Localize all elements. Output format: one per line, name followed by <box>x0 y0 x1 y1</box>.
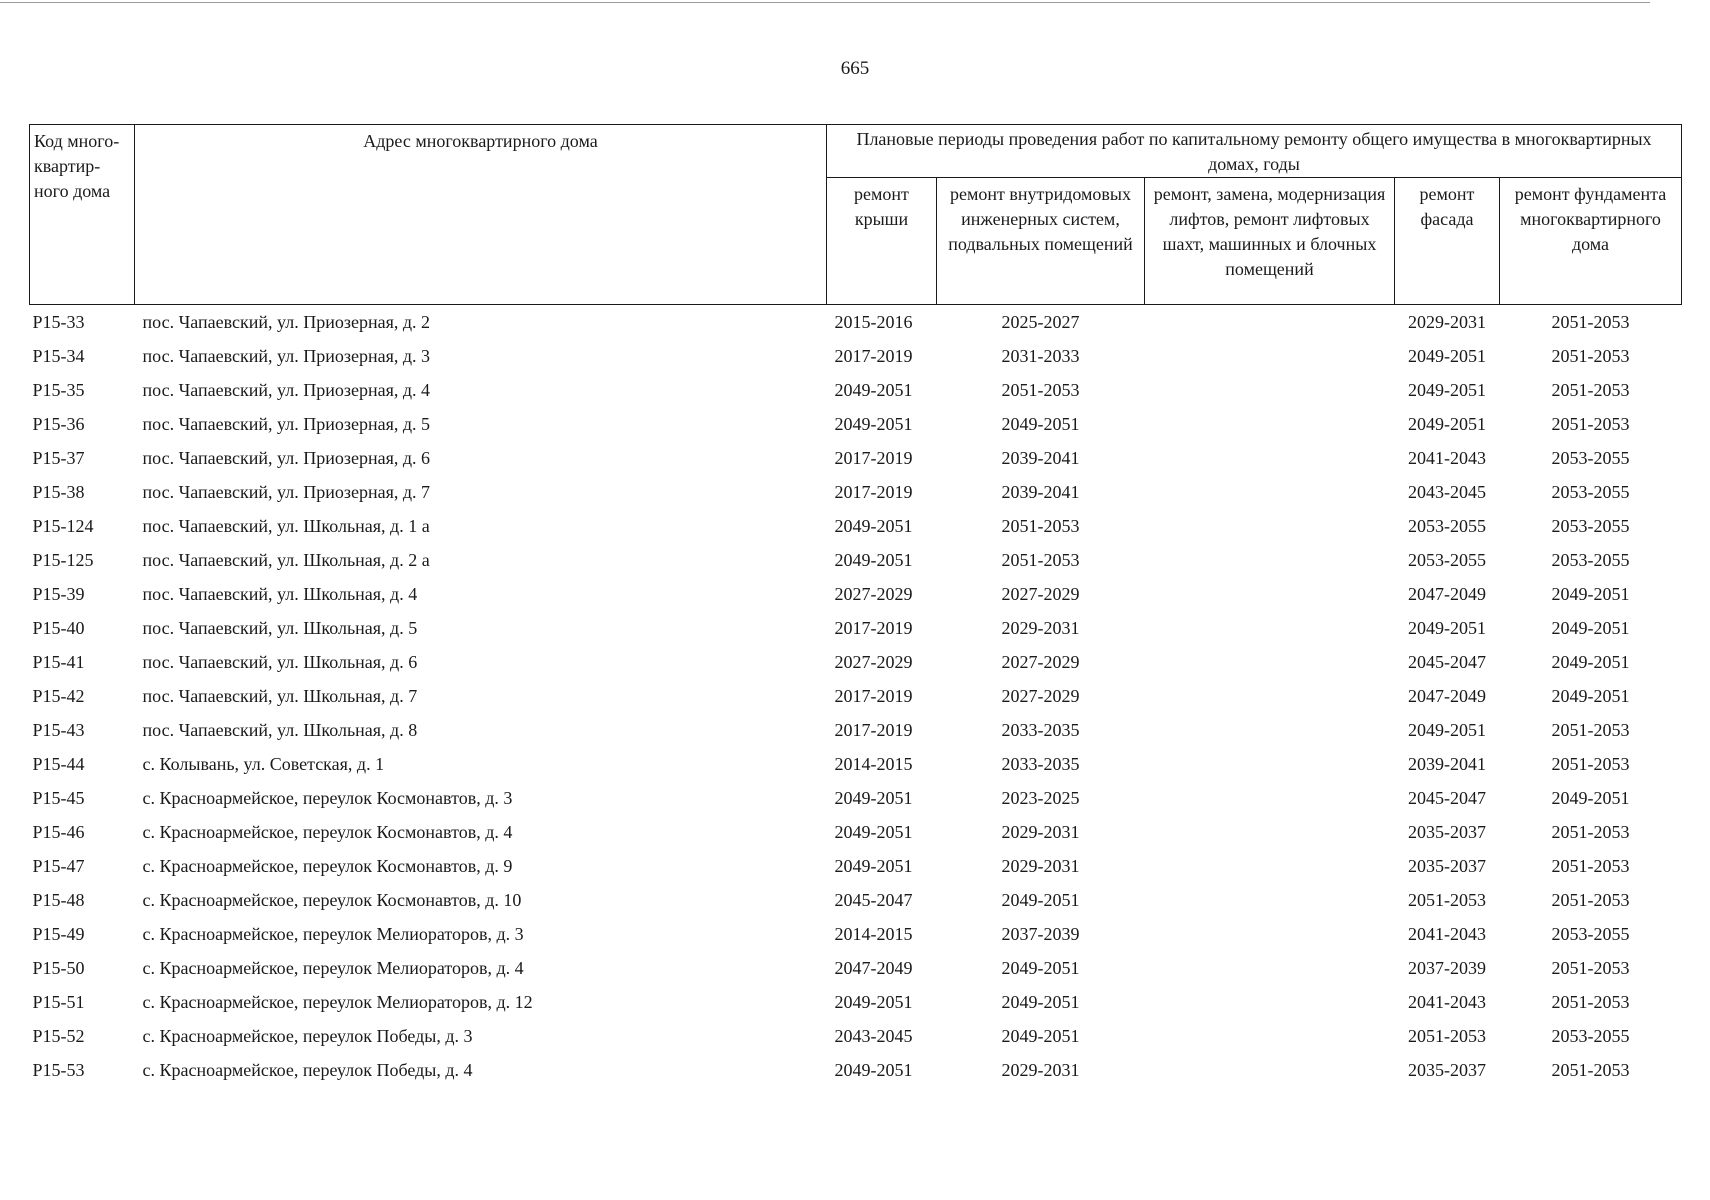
cell-engineering: 2049-2051 <box>1001 991 1080 1012</box>
cell-foundation: 2049-2051 <box>1551 787 1630 808</box>
cell-code: P15-40 <box>32 617 85 638</box>
cell-elevators <box>1145 407 1395 441</box>
table-row <box>30 373 1682 407</box>
cell-elevators <box>1145 577 1395 611</box>
cell-elevators <box>1145 645 1395 679</box>
cell-code: P15-52 <box>32 1025 85 1046</box>
table-row <box>30 1019 1682 1053</box>
cell-roof: 2049-2051 <box>834 413 913 434</box>
cell-engineering: 2037-2039 <box>1001 923 1080 944</box>
cell-facade: 2045-2047 <box>1408 787 1486 808</box>
cell-engineering: 2029-2031 <box>1001 855 1080 876</box>
cell-elevators <box>1145 1019 1395 1053</box>
cell-facade: 2039-2041 <box>1408 753 1486 774</box>
cell-elevators <box>1145 815 1395 849</box>
table-header <box>30 125 1682 305</box>
cell-roof: 2017-2019 <box>834 481 913 502</box>
cell-engineering: 2023-2025 <box>1001 787 1080 808</box>
cell-foundation: 2049-2051 <box>1551 617 1630 638</box>
cell-engineering: 2039-2041 <box>1001 481 1080 502</box>
table-row <box>30 577 1682 611</box>
cell-roof: 2049-2051 <box>834 821 913 842</box>
table-row <box>30 985 1682 1019</box>
cell-engineering: 2027-2029 <box>1001 685 1080 706</box>
cell-code: P15-48 <box>32 889 85 910</box>
cell-engineering: 2033-2035 <box>1001 753 1080 774</box>
cell-foundation: 2051-2053 <box>1551 1059 1630 1080</box>
table-row <box>30 781 1682 815</box>
cell-roof: 2049-2051 <box>834 515 913 536</box>
cell-code: P15-45 <box>32 787 85 808</box>
cell-elevators <box>1145 441 1395 475</box>
cell-roof: 2049-2051 <box>834 991 913 1012</box>
cell-foundation: 2051-2053 <box>1551 889 1630 910</box>
cell-elevators <box>1145 849 1395 883</box>
cell-foundation: 2051-2053 <box>1551 821 1630 842</box>
cell-elevators <box>1145 747 1395 781</box>
table-row <box>30 407 1682 441</box>
cell-elevators <box>1145 917 1395 951</box>
cell-foundation: 2053-2055 <box>1551 549 1630 570</box>
cell-address: пос. Чапаевский, ул. Школьная, д. 1 а <box>142 515 430 536</box>
cell-foundation: 2053-2055 <box>1551 481 1630 502</box>
cell-address: с. Красноармейское, переулок Мелиораторов, д. 4 <box>142 957 524 978</box>
cell-code: P15-44 <box>32 753 85 774</box>
header-code: Код много-квартир-ного дома <box>30 125 135 305</box>
cell-roof: 2014-2015 <box>834 923 913 944</box>
table-row <box>30 441 1682 475</box>
cell-foundation: 2051-2053 <box>1551 855 1630 876</box>
cell-address: пос. Чапаевский, ул. Приозерная, д. 6 <box>142 447 431 468</box>
cell-address: с. Красноармейское, переулок Мелиораторов, д. 12 <box>142 991 533 1012</box>
cell-engineering: 2029-2031 <box>1001 821 1080 842</box>
cell-foundation: 2051-2053 <box>1551 753 1630 774</box>
cell-facade: 2049-2051 <box>1408 379 1486 400</box>
cell-elevators <box>1145 1053 1395 1087</box>
cell-facade: 2041-2043 <box>1408 923 1486 944</box>
cell-foundation: 2051-2053 <box>1551 379 1630 400</box>
cell-code: P15-39 <box>32 583 85 604</box>
cell-elevators <box>1145 339 1395 373</box>
cell-engineering: 2049-2051 <box>1001 413 1080 434</box>
cell-code: P15-42 <box>32 685 85 706</box>
cell-facade: 2035-2037 <box>1408 855 1486 876</box>
cell-facade: 2053-2055 <box>1408 515 1486 536</box>
cell-engineering: 2049-2051 <box>1001 957 1080 978</box>
table-row <box>30 713 1682 747</box>
cell-address: пос. Чапаевский, ул. Приозерная, д. 4 <box>142 379 431 400</box>
cell-roof: 2017-2019 <box>834 345 913 366</box>
cell-code: P15-50 <box>32 957 85 978</box>
cell-foundation: 2049-2051 <box>1551 651 1630 672</box>
cell-address: с. Колывань, ул. Советская, д. 1 <box>142 753 385 774</box>
cell-address: пос. Чапаевский, ул. Школьная, д. 4 <box>142 583 418 604</box>
cell-facade: 2043-2045 <box>1408 481 1486 502</box>
cell-elevators <box>1145 475 1395 509</box>
cell-elevators <box>1145 951 1395 985</box>
table-row <box>30 815 1682 849</box>
cell-code: P15-36 <box>32 413 85 434</box>
header-facade: ремонт фасада <box>1395 178 1500 305</box>
cell-code: P15-37 <box>32 447 85 468</box>
cell-address: с. Красноармейское, переулок Космонавтов, д. 10 <box>142 889 522 910</box>
table-row <box>30 543 1682 577</box>
table-row <box>30 951 1682 985</box>
cell-foundation: 2051-2053 <box>1551 991 1630 1012</box>
table-body <box>30 305 1682 1088</box>
cell-engineering: 2025-2027 <box>1001 311 1080 332</box>
cell-address: пос. Чапаевский, ул. Приозерная, д. 7 <box>142 481 431 502</box>
cell-roof: 2017-2019 <box>834 447 913 468</box>
header-roof: ремонт крыши <box>827 178 937 305</box>
cell-elevators <box>1145 679 1395 713</box>
cell-foundation: 2053-2055 <box>1551 923 1630 944</box>
cell-facade: 2049-2051 <box>1408 719 1486 740</box>
cell-address: с. Красноармейское, переулок Космонавтов, д. 9 <box>142 855 513 876</box>
cell-elevators <box>1145 305 1395 340</box>
cell-roof: 2027-2029 <box>834 651 913 672</box>
cell-roof: 2043-2045 <box>834 1025 913 1046</box>
cell-roof: 2017-2019 <box>834 719 913 740</box>
cell-address: пос. Чапаевский, ул. Школьная, д. 8 <box>142 719 418 740</box>
cell-facade: 2041-2043 <box>1408 991 1486 1012</box>
cell-engineering: 2031-2033 <box>1001 345 1080 366</box>
cell-address: с. Красноармейское, переулок Победы, д. 3 <box>142 1025 473 1046</box>
cell-foundation: 2051-2053 <box>1551 719 1630 740</box>
cell-facade: 2049-2051 <box>1408 617 1486 638</box>
table-row <box>30 917 1682 951</box>
cell-code: P15-49 <box>32 923 85 944</box>
cell-code: P15-47 <box>32 855 85 876</box>
cell-engineering: 2049-2051 <box>1001 1025 1080 1046</box>
cell-address: пос. Чапаевский, ул. Школьная, д. 7 <box>142 685 418 706</box>
cell-facade: 2049-2051 <box>1408 413 1486 434</box>
cell-facade: 2045-2047 <box>1408 651 1486 672</box>
cell-engineering: 2029-2031 <box>1001 617 1080 638</box>
header-elevators: ремонт, замена, модернизация лифтов, ремонт лифтовых шахт, машинных и блочных помещений <box>1145 178 1395 305</box>
cell-facade: 2047-2049 <box>1408 685 1486 706</box>
cell-foundation: 2049-2051 <box>1551 583 1630 604</box>
cell-foundation: 2051-2053 <box>1551 311 1630 332</box>
cell-engineering: 2039-2041 <box>1001 447 1080 468</box>
cell-foundation: 2053-2055 <box>1551 515 1630 536</box>
cell-elevators <box>1145 883 1395 917</box>
cell-facade: 2051-2053 <box>1408 1025 1486 1046</box>
table-row <box>30 475 1682 509</box>
table-row <box>30 679 1682 713</box>
cell-foundation: 2053-2055 <box>1551 447 1630 468</box>
cell-code: P15-53 <box>32 1059 85 1080</box>
cell-roof: 2049-2051 <box>834 549 913 570</box>
cell-roof: 2045-2047 <box>834 889 913 910</box>
cell-facade: 2041-2043 <box>1408 447 1486 468</box>
cell-roof: 2049-2051 <box>834 855 913 876</box>
cell-engineering: 2051-2053 <box>1001 515 1080 536</box>
cell-foundation: 2051-2053 <box>1551 345 1630 366</box>
cell-roof: 2015-2016 <box>834 311 913 332</box>
cell-engineering: 2027-2029 <box>1001 651 1080 672</box>
cell-foundation: 2053-2055 <box>1551 1025 1630 1046</box>
table-row <box>30 849 1682 883</box>
cell-facade: 2029-2031 <box>1408 311 1486 332</box>
cell-address: с. Красноармейское, переулок Победы, д. 4 <box>142 1059 473 1080</box>
cell-engineering: 2033-2035 <box>1001 719 1080 740</box>
cell-facade: 2047-2049 <box>1408 583 1486 604</box>
cell-address: пос. Чапаевский, ул. Приозерная, д. 2 <box>142 311 431 332</box>
top-rule <box>0 2 1650 3</box>
cell-elevators <box>1145 509 1395 543</box>
cell-engineering: 2049-2051 <box>1001 889 1080 910</box>
header-engineering: ремонт внутридомовых инженерных систем, подвальных помещений <box>937 178 1145 305</box>
cell-address: пос. Чапаевский, ул. Школьная, д. 2 а <box>142 549 430 570</box>
cell-roof: 2014-2015 <box>834 753 913 774</box>
table-row <box>30 747 1682 781</box>
cell-elevators <box>1145 373 1395 407</box>
cell-code: P15-35 <box>32 379 85 400</box>
cell-facade: 2053-2055 <box>1408 549 1486 570</box>
cell-facade: 2035-2037 <box>1408 1059 1486 1080</box>
cell-roof: 2027-2029 <box>834 583 913 604</box>
header-foundation: ремонт фундамента многоквартирного дома <box>1500 178 1682 305</box>
header-address: Адрес многоквартирного дома <box>135 125 827 305</box>
table-row <box>30 883 1682 917</box>
cell-facade: 2037-2039 <box>1408 957 1486 978</box>
cell-address: с. Красноармейское, переулок Космонавтов, д. 3 <box>142 787 513 808</box>
cell-code: P15-34 <box>32 345 85 366</box>
cell-elevators <box>1145 543 1395 577</box>
cell-code: P15-46 <box>32 821 85 842</box>
cell-facade: 2049-2051 <box>1408 345 1486 366</box>
cell-foundation: 2051-2053 <box>1551 957 1630 978</box>
cell-code: P15-41 <box>32 651 85 672</box>
cell-foundation: 2049-2051 <box>1551 685 1630 706</box>
cell-elevators <box>1145 611 1395 645</box>
table-row <box>30 611 1682 645</box>
repair-schedule-table <box>29 124 1682 1087</box>
table-row <box>30 509 1682 543</box>
cell-address: с. Красноармейское, переулок Космонавтов, д. 4 <box>142 821 513 842</box>
cell-address: пос. Чапаевский, ул. Школьная, д. 6 <box>142 651 418 672</box>
cell-foundation: 2051-2053 <box>1551 413 1630 434</box>
cell-code: P15-43 <box>32 719 85 740</box>
cell-elevators <box>1145 985 1395 1019</box>
table-row <box>30 305 1682 340</box>
cell-facade: 2035-2037 <box>1408 821 1486 842</box>
table-row <box>30 1053 1682 1087</box>
cell-address: пос. Чапаевский, ул. Приозерная, д. 5 <box>142 413 431 434</box>
page-number: 665 <box>840 58 870 79</box>
cell-code: P15-38 <box>32 481 85 502</box>
cell-code: P15-51 <box>32 991 85 1012</box>
cell-engineering: 2051-2053 <box>1001 379 1080 400</box>
cell-address: с. Красноармейское, переулок Мелиораторов, д. 3 <box>142 923 524 944</box>
cell-elevators <box>1145 781 1395 815</box>
cell-roof: 2047-2049 <box>834 957 913 978</box>
cell-code: P15-125 <box>32 549 94 570</box>
cell-roof: 2049-2051 <box>834 379 913 400</box>
cell-roof: 2049-2051 <box>834 787 913 808</box>
cell-engineering: 2029-2031 <box>1001 1059 1080 1080</box>
cell-address: пос. Чапаевский, ул. Школьная, д. 5 <box>142 617 418 638</box>
table-row <box>30 645 1682 679</box>
cell-roof: 2017-2019 <box>834 685 913 706</box>
cell-address: пос. Чапаевский, ул. Приозерная, д. 3 <box>142 345 431 366</box>
cell-engineering: 2027-2029 <box>1001 583 1080 604</box>
cell-roof: 2017-2019 <box>834 617 913 638</box>
header-periods-group: Плановые периоды проведения работ по капитальному ремонту общего имущества в многоквартирных домах, годы <box>827 125 1682 178</box>
cell-roof: 2049-2051 <box>834 1059 913 1080</box>
cell-code: P15-124 <box>32 515 94 536</box>
table-row <box>30 339 1682 373</box>
cell-facade: 2051-2053 <box>1408 889 1486 910</box>
cell-engineering: 2051-2053 <box>1001 549 1080 570</box>
cell-code: P15-33 <box>32 311 85 332</box>
cell-elevators <box>1145 713 1395 747</box>
